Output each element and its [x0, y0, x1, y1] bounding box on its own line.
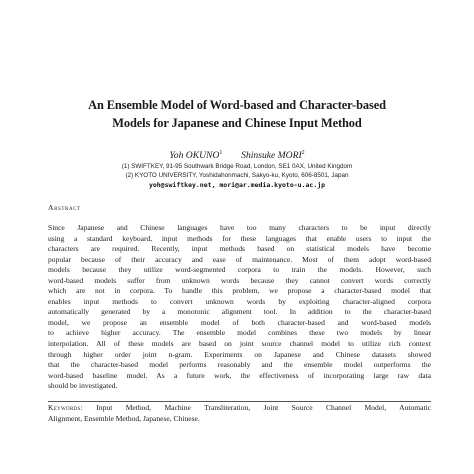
title-line-1: An Ensemble Model of Word-based and Character-based [88, 98, 386, 112]
affiliation-1: (1) SWIFTKEY, 91-95 Southwark Bridge Road, London, SE1 0AX, United Kingdom [121, 163, 353, 170]
abstract-line: which are not in corpora. To handle this problem, we propose a character-based model that [48, 286, 431, 296]
keywords-section [48, 403, 431, 424]
keywords-list-2: Alignment, Ensemble Method, Japanese, Chinese. [48, 413, 200, 423]
abstract-line: enables input methods to convert unknown words by exploiting character-aligned corpora [48, 296, 431, 306]
abstract-line: word-based models suffer from unknown words because they cannot convert words correctly [48, 275, 431, 285]
author-name: Shinsuke MORI [241, 150, 302, 162]
author-list [40, 150, 434, 161]
author-affiliation-mark: 1 [219, 150, 223, 156]
author-emails: yoh@swiftkey.net, mori@ar.media.kyoto-u.ac.jp [148, 181, 326, 189]
abstract-line: models because they utilize word-segmented corpora to train the models. However, such [48, 265, 431, 275]
abstract-line: Since Japanese and Chinese languages have too many characters to be input directly [48, 223, 431, 232]
abstract-line: interpolation. All of these models are based on joint source channel model to utilize rich context [48, 339, 431, 349]
abstract-line: model, we propose an ensemble model of both character-based and word-based models [48, 317, 431, 327]
keywords-label: Keywords: [48, 403, 83, 412]
author-name: Yoh OKUNO [169, 150, 220, 162]
abstract-line: through higher order joint n-gram. Experiments on Japanese and Chinese datasets showed [48, 349, 431, 359]
paper-title [40, 96, 434, 132]
abstract-line: to achieve higher accuracy. The ensemble model combines these two models by linear [48, 328, 431, 338]
abstract-line: should be investigated. [48, 381, 118, 391]
abstract-line: using a standard keyboard, input methods for these languages that enable users to input the [48, 233, 431, 243]
keywords-divider [48, 401, 431, 402]
abstract-line: word-based baseline model. As a future work, the effectiveness of incorporating large raw data [48, 370, 431, 380]
abstract-line: that the character-based model performs reasonably and the ensemble model outperforms the [48, 360, 431, 370]
abstract-heading: Abstract [48, 203, 81, 212]
abstract-line: automatically generated by a monotonic alignment tool. In addition to the character-based [48, 307, 431, 317]
author-affiliation-mark: 2 [301, 150, 305, 156]
abstract-body [48, 223, 431, 392]
keywords-list-1: Input Method, Machine Transliteration, Joint Source Channel Model, Automatic [96, 403, 431, 412]
keywords-line-1 [48, 403, 431, 414]
abstract-line: popular because of their accuracy and ease of maintenance. Most of them adopt word-based [48, 254, 431, 264]
affiliation-2: (2) KYOTO UNIVERSITY, Yoshidahonmachi, Sakyo-ku, Kyoto, 606-8501, Japan [125, 172, 349, 179]
title-line-2: Models for Japanese and Chinese Input Method [112, 116, 362, 130]
abstract-line: characters are required. Recently, input methods based on statistical models have become [48, 244, 431, 254]
